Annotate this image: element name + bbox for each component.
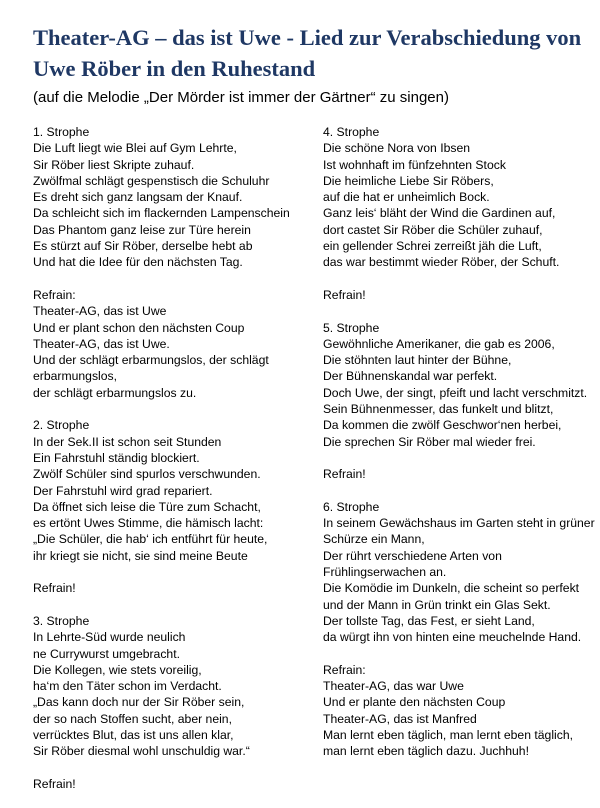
- verse-line: Theater-AG, das ist Uwe.: [33, 336, 170, 351]
- verse-line: Ein Fahrstuhl ständig blockiert.: [33, 450, 200, 465]
- verse-line: Und hat die Idee für den nächsten Tag.: [33, 255, 243, 270]
- verse-line: Die Kollegen, wie stets voreilig,: [33, 662, 202, 677]
- verse-block: [323, 287, 595, 303]
- left-column: [33, 124, 295, 808]
- verse-block: [323, 320, 595, 450]
- verse-block: [33, 124, 295, 271]
- verse-heading: 3. Strophe: [33, 613, 90, 628]
- verse-block: [33, 417, 295, 564]
- verse-line: Gewöhnliche Amerikaner, die gab es 2006,: [323, 336, 555, 351]
- verse-block: [323, 124, 595, 271]
- verse-block: [33, 580, 295, 596]
- verse-line: dort castet Sir Röber die Schüler zuhauf,: [323, 222, 543, 237]
- verse-heading: Refrain:: [323, 662, 366, 677]
- verse-line: ein gellender Schrei zerreißt jäh die Luft,: [323, 239, 542, 254]
- verse-line: Die schöne Nora von Ibsen: [323, 141, 471, 156]
- verse-line: auf die hat er unheimlich Bock.: [323, 190, 490, 205]
- verse-line: Man lernt eben täglich, man lernt eben täglich,: [323, 727, 573, 742]
- verse-heading: 2. Strophe: [33, 418, 90, 433]
- verse-line: In seinem Gewächshaus im Garten steht in grüner Schürze ein Mann,: [323, 516, 595, 547]
- verse-line: Die stöhnten laut hinter der Bühne,: [323, 353, 512, 368]
- verse-block: [323, 499, 595, 646]
- verse-line: Da schleicht sich im flackernden Lampenschein: [33, 206, 290, 221]
- verse-line: ha‘m den Täter schon im Verdacht.: [33, 679, 222, 694]
- verse-heading: Refrain:: [33, 287, 76, 302]
- verse-line: Die sprechen Sir Röber mal wieder frei.: [323, 434, 536, 449]
- verse-line: Der tollste Tag, das Fest, er sieht Land,: [323, 613, 535, 628]
- right-column: [323, 124, 595, 776]
- verse-line: Zwölf Schüler sind spurlos verschwunden.: [33, 467, 261, 482]
- verse-line: Das Phantom ganz leise zur Türe herein: [33, 222, 251, 237]
- verse-line: „Das kann doch nur der Sir Röber sein,: [33, 695, 245, 710]
- verse-line: Theater-AG, das ist Manfred: [323, 711, 477, 726]
- verse-line: Der Bühnenskandal war perfekt.: [323, 369, 498, 384]
- page-subtitle: (auf die Melodie „Der Mörder ist immer der Gärtner“ zu singen): [33, 89, 449, 106]
- verse-heading: 1. Strophe: [33, 125, 90, 139]
- verse-block: [33, 287, 295, 401]
- verse-line: und der Mann in Grün trinkt ein Glas Sekt.: [323, 597, 551, 612]
- verse-line: Und er plante den nächsten Coup: [323, 695, 506, 710]
- verse-line: Zwölfmal schlägt gespenstisch die Schuluhr: [33, 173, 270, 188]
- verse-block: [33, 613, 295, 760]
- verse-line: In Lehrte-Süd wurde neulich: [33, 630, 186, 645]
- verse-line: der so nach Stoffen sucht, aber nein,: [33, 711, 232, 726]
- verse-line: Doch Uwe, der singt, pfeift und lacht verschmitzt.: [323, 385, 588, 400]
- verse-line: Die Komödie im Dunkeln, die scheint so perfekt: [323, 581, 580, 596]
- verse-line: Die heimliche Liebe Sir Röbers,: [323, 173, 494, 188]
- verse-line: der schlägt erbarmungslos zu.: [33, 385, 197, 400]
- verse-block: [323, 662, 595, 760]
- verse-heading: 4. Strophe: [323, 125, 380, 139]
- verse-line: Der rührt verschiedene Arten von Frühlingserwachen an.: [323, 548, 502, 580]
- verse-heading: Refrain!: [33, 776, 76, 791]
- verse-line: In der Sek.II ist schon seit Stunden: [33, 434, 222, 449]
- verse-line: Sein Bühnenmesser, das funkelt und blitzt,: [323, 402, 554, 417]
- verse-line: Ganz leis‘ bläht der Wind die Gardinen auf,: [323, 206, 556, 221]
- verse-line: Die Luft liegt wie Blei auf Gym Lehrte,: [33, 141, 237, 156]
- verse-line: Der Fahrstuhl wird grad repariert.: [33, 483, 213, 498]
- verse-line: man lernt eben täglich dazu. Juchhuh!: [323, 744, 529, 759]
- verse-heading: Refrain!: [323, 287, 366, 302]
- verse-heading: 5. Strophe: [323, 320, 380, 335]
- verse-line: „Die Schüler, die hab‘ ich entführt für heute,: [33, 532, 268, 547]
- verse-line: das war bestimmt wieder Röber, der Schuft.: [323, 255, 560, 270]
- verse-line: Und er plant schon den nächsten Coup: [33, 320, 245, 335]
- verse-line: da würgt ihn von hinten eine meuchelnde Hand.: [323, 630, 582, 645]
- verse-line: Es stürzt auf Sir Röber, derselbe hebt ab: [33, 239, 253, 254]
- verse-line: Theater-AG, das ist Uwe: [33, 304, 167, 319]
- verse-line: verrücktes Blut, das ist uns allen klar,: [33, 727, 234, 742]
- verse-line: Da öffnet sich leise die Türe zum Schacht,: [33, 499, 261, 514]
- verse-heading: Refrain!: [33, 581, 76, 596]
- verse-line: Und der schlägt erbarmungslos, der schlägt erbarmungslos,: [33, 353, 269, 384]
- page-title: Theater-AG – das ist Uwe - Lied zur Verabschiedung von Uwe Röber in den Ruhestand: [33, 25, 582, 81]
- verse-block: [33, 776, 295, 792]
- verse-line: es ertönt Uwes Stimme, die hämisch lacht:: [33, 516, 264, 531]
- verse-line: ne Currywurst umgebracht.: [33, 646, 180, 661]
- verse-line: Es dreht sich ganz langsam der Knauf.: [33, 190, 243, 205]
- verse-line: Da kommen die zwölf Geschwor‘nen herbei,: [323, 418, 562, 433]
- verse-line: Sir Röber diesmal wohl unschuldig war.“: [33, 744, 250, 759]
- verse-block: [323, 466, 595, 482]
- verse-line: ihr kriegt sie nicht, sie sind meine Beute: [33, 548, 248, 563]
- verse-heading: 6. Strophe: [323, 499, 380, 514]
- verse-line: Sir Röber liest Skripte zuhauf.: [33, 157, 195, 172]
- verse-heading: Refrain!: [323, 467, 366, 482]
- verse-line: Theater-AG, das war Uwe: [323, 679, 464, 694]
- verse-line: Ist wohnhaft im fünfzehnten Stock: [323, 157, 506, 172]
